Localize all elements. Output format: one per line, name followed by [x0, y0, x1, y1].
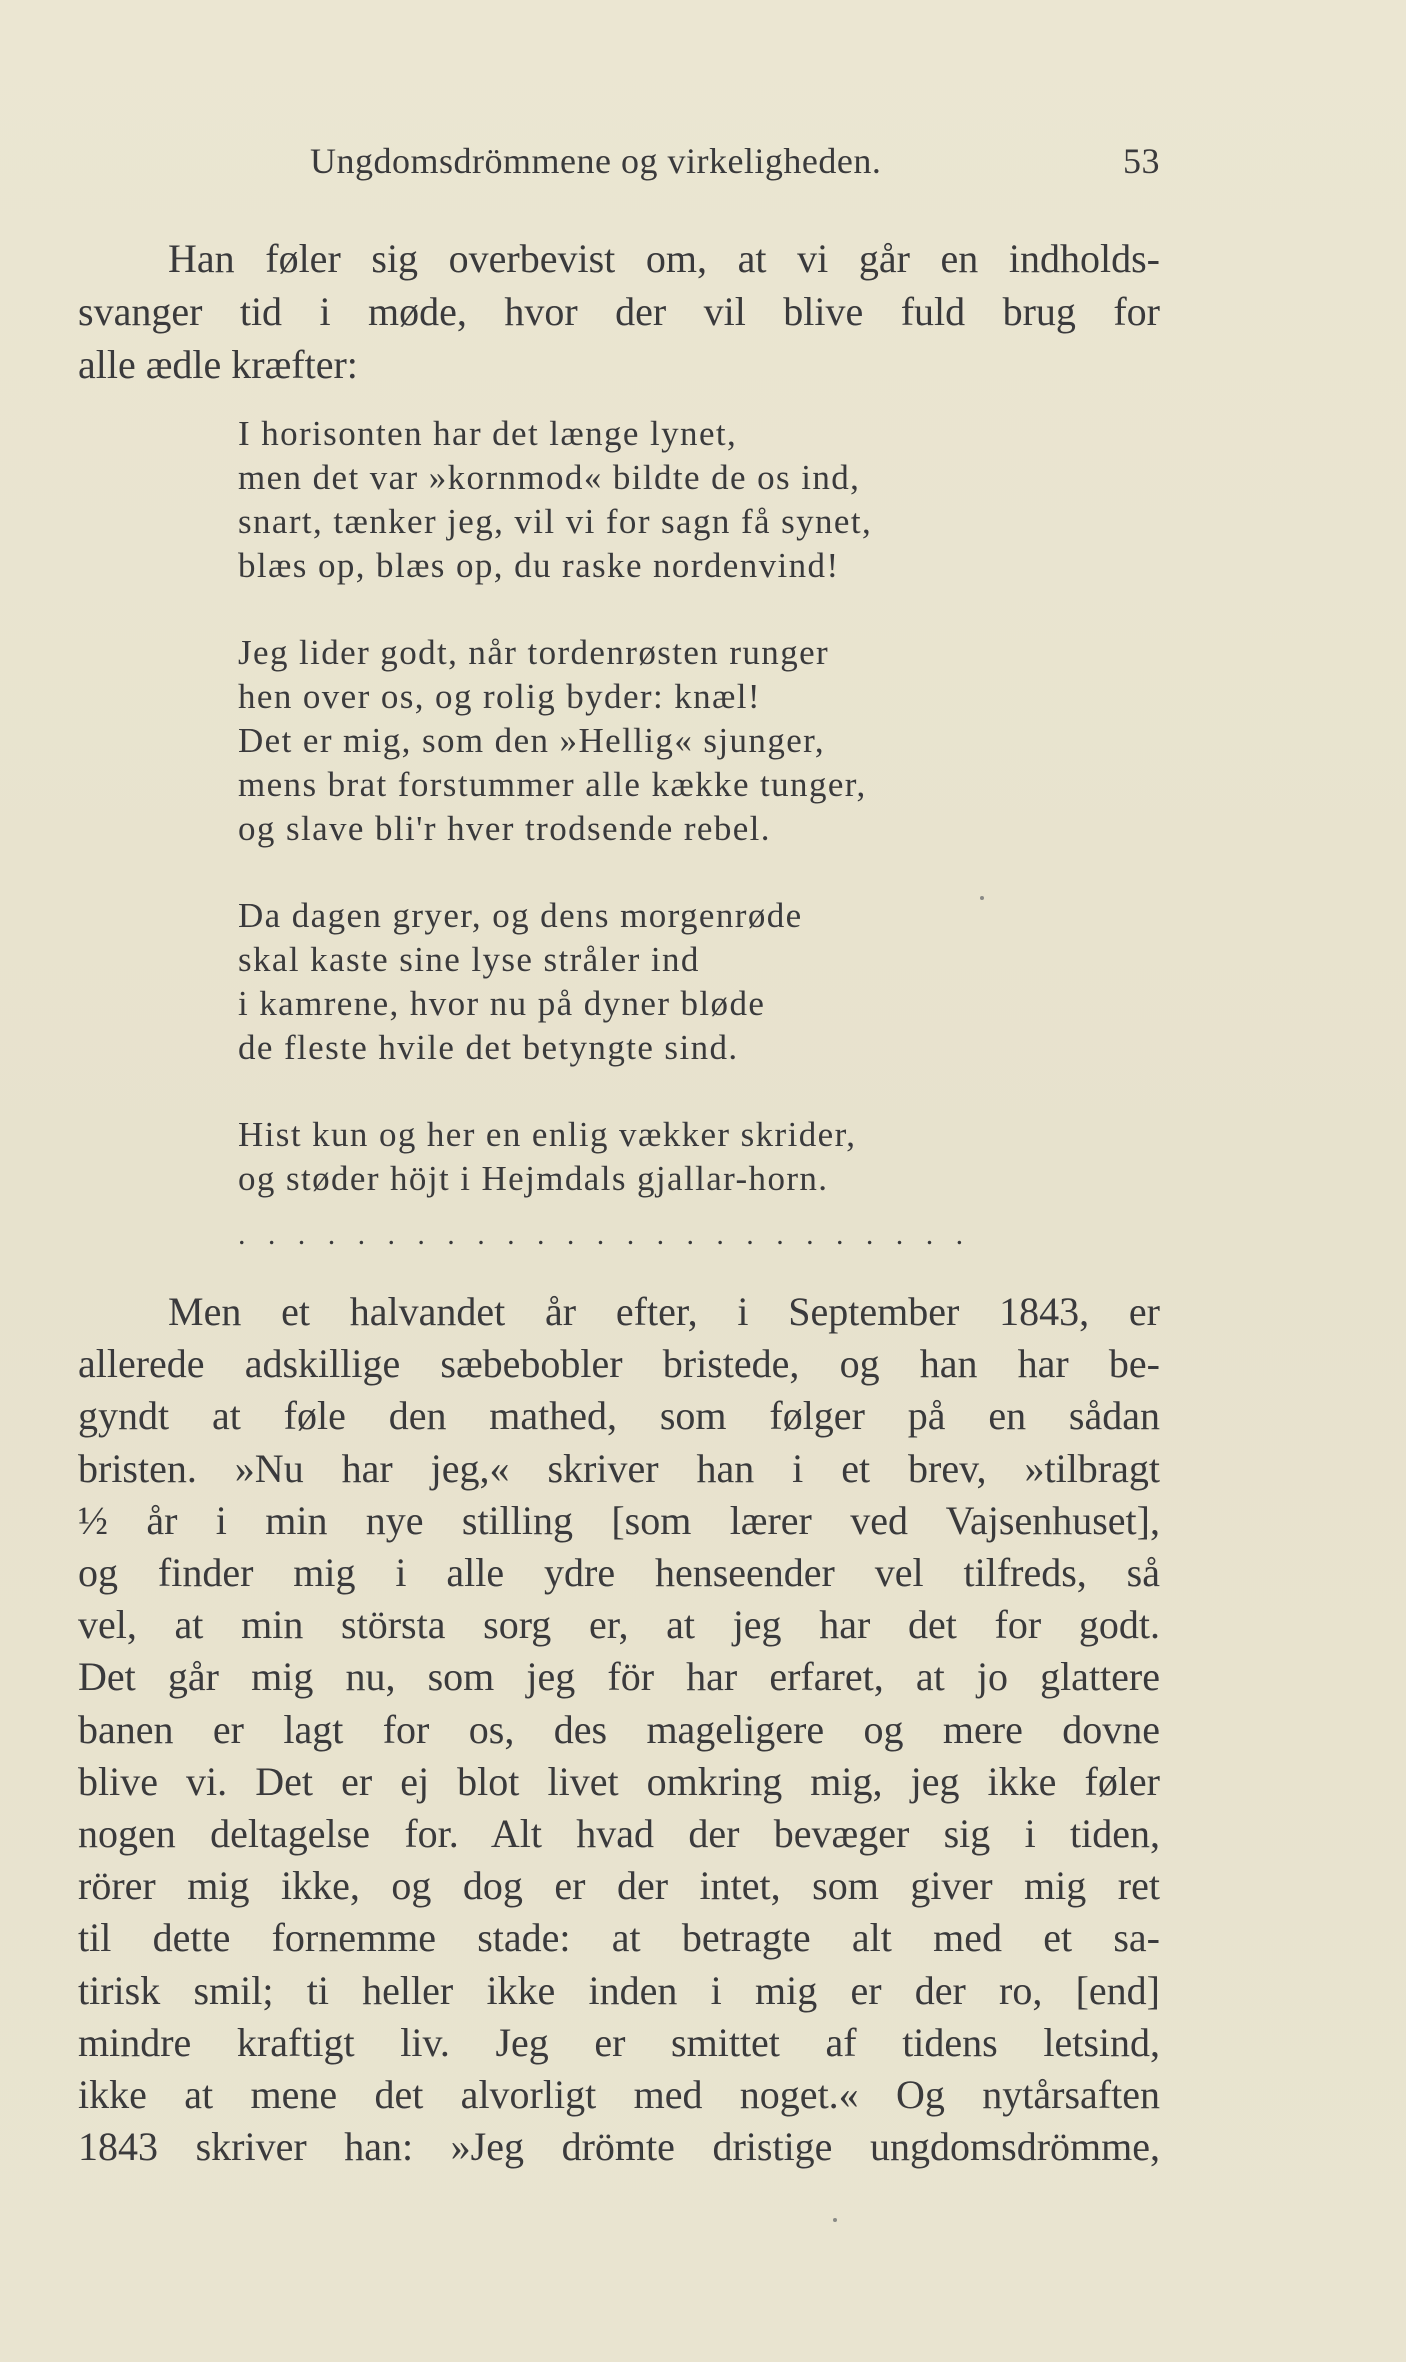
poem-line: Det er mig, som den »Hellig« sjunger, — [238, 721, 825, 760]
paragraph-line: alle ædle kræfter: — [78, 342, 358, 387]
poem-stanza — [238, 1113, 1078, 1201]
running-header — [310, 140, 1160, 190]
paragraph-line: ikke at mene det alvorligt med noget.« Og nytårsaften — [78, 2072, 1160, 2118]
poem-line: Jeg lider godt, når tordenrøsten runger — [238, 633, 830, 672]
body-paragraph — [78, 1286, 1160, 2173]
ellipsis-row: ......................... — [238, 1218, 986, 1251]
poem-line: blæs op, blæs op, du raske nordenvind! — [238, 546, 840, 585]
poem-stanza — [238, 412, 1078, 588]
paragraph-line: blive vi. Det er ej blot livet omkring mig, jeg ikke føler — [78, 1758, 1160, 1804]
paragraph-line: banen er lagt for os, des mageligere og mere dovne — [78, 1706, 1160, 1752]
poem-line: hen over os, og rolig byder: knæl! — [238, 677, 761, 716]
paragraph-line: ½ år i min nye stilling [som lærer ved Vajsenhuset], — [78, 1497, 1160, 1543]
paragraph-line: allerede adskillige sæbebobler bristede, og han har be- — [78, 1341, 1160, 1387]
paragraph-line: Han føler sig overbevist om, at vi går en indholds- — [168, 236, 1160, 281]
poem-line: snart, tænker jeg, vil vi for sagn få synet, — [238, 502, 873, 541]
paragraph-line: mindre kraftigt liv. Jeg er smittet af tidens letsind, — [78, 2019, 1160, 2065]
paragraph-line: Men et halvandet år efter, i September 1843, er — [168, 1289, 1160, 1334]
paragraph-line: til dette fornemme stade: at betragte alt med et sa- — [78, 1915, 1160, 1961]
paragraph-line: svanger tid i møde, hvor der vil blive fuld brug for — [78, 289, 1160, 334]
poem-line: Hist kun og her en enlig vækker skrider, — [238, 1115, 857, 1154]
paragraph-line: Det går mig nu, som jeg för har erfaret, at jo glattere — [78, 1654, 1160, 1700]
paragraph-line: 1843 skriver han: »Jeg drömte dristige ungdomsdrömme, — [78, 2124, 1160, 2170]
poem-line: og slave bli'r hver trodsende rebel. — [238, 809, 771, 848]
poem-line: og støder höjt i Hejmdals gjallar-horn. — [238, 1159, 829, 1198]
poem-line: skal kaste sine lyse stråler ind — [238, 940, 700, 979]
paragraph-line: rörer mig ikke, og dog er der intet, som giver mig ret — [78, 1863, 1160, 1909]
intro-paragraph — [78, 232, 1160, 391]
paragraph-line: nogen deltagelse for. Alt hvad der bevæger sig i tiden, — [78, 1811, 1160, 1857]
poem-block — [238, 412, 1078, 1244]
page-number: 53 — [1123, 141, 1160, 181]
paragraph-line: tirisk smil; ti heller ikke inden i mig er der ro, [end] — [78, 1967, 1160, 2013]
running-title: Ungdomsdrömmene og virkeligheden. — [310, 141, 882, 181]
poem-line: men det var »kornmod« bildte de os ind, — [238, 458, 861, 497]
poem-line: i kamrene, hvor nu på dyner bløde — [238, 984, 766, 1023]
paper-speck — [980, 896, 984, 900]
paragraph-line: og finder mig i alle ydre henseender vel tilfreds, så — [78, 1550, 1160, 1596]
poem-line: de fleste hvile det betyngte sind. — [238, 1028, 739, 1067]
poem-stanza — [238, 894, 1078, 1070]
paragraph-line: bristen. »Nu har jeg,« skriver han i et brev, »tilbragt — [78, 1445, 1160, 1491]
poem-line: Da dagen gryer, og dens morgenrøde — [238, 896, 803, 935]
paragraph-line: gyndt at føle den mathed, som følger på en sådan — [78, 1393, 1160, 1439]
paragraph-line: vel, at min största sorg er, at jeg har det for godt. — [78, 1602, 1160, 1648]
paper-speck — [833, 2218, 837, 2222]
poem-line: mens brat forstummer alle kække tunger, — [238, 765, 867, 804]
poem-stanza — [238, 631, 1078, 851]
poem-line: I horisonten har det længe lynet, — [238, 414, 738, 453]
